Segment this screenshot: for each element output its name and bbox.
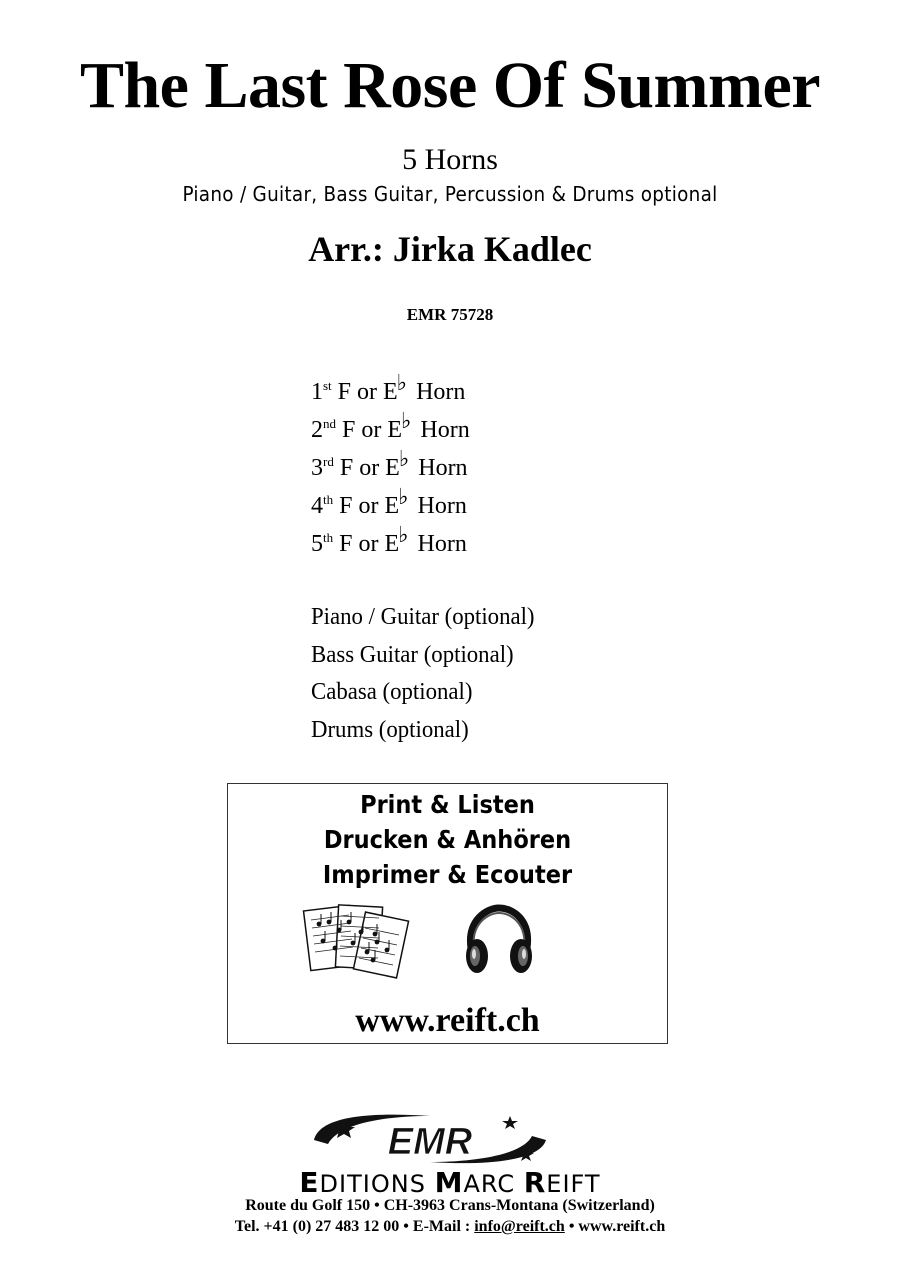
part-key: F or E [339,531,400,557]
horn-part [311,373,470,411]
part-number: 3 [311,455,323,481]
page-title: The Last Rose Of Summer [79,49,821,122]
part-key: F or E [337,379,398,405]
optional-part: Bass Guitar (optional) [311,641,514,668]
catalog-number: EMR 75728 [406,305,494,324]
contact-website: • www.reift.ch [564,1218,666,1235]
publisher-name-word: DITIONS [319,1170,435,1198]
emr-logo-text: EMR [387,1121,473,1163]
flat-sign: ♭ [398,485,409,510]
part-number: 4 [311,493,323,519]
flat-sign: ♭ [401,409,412,434]
promo-website[interactable]: www.reift.ch [355,1002,540,1039]
publisher-name-initial: E [299,1166,320,1199]
optional-part: Piano / Guitar (optional) [311,604,535,630]
flat-sign: ♭ [398,523,409,548]
part-ordinal: nd [323,416,336,431]
part-ordinal: st [323,378,332,393]
part-instrument: Horn [417,531,467,557]
part-number: 5 [311,531,323,557]
part-key: F or E [339,493,400,519]
email-link[interactable]: info@reift.ch [474,1218,565,1235]
contact-phone: Tel. +41 (0) 27 483 12 00 • E-Mail : [234,1218,475,1235]
part-ordinal: rd [323,454,334,469]
promo-line-french: Imprimer & Ecouter [322,860,573,889]
publisher-address: Route du Golf 150 • CH-3963 Crans-Montana (Switzerland) [245,1197,655,1214]
optional-part: Cabasa (optional) [311,679,473,705]
part-instrument: Horn [417,493,467,519]
part-instrument: Horn [416,379,466,405]
part-ordinal: th [323,530,334,545]
horn-parts-list [311,373,470,563]
part-instrument: Horn [418,455,468,481]
part-number: 2 [311,417,323,443]
promo-line-german: Drucken & Anhören [323,825,572,854]
horn-part [311,487,470,525]
horn-part [311,449,470,487]
instrumentation-line: Piano / Guitar, Bass Guitar, Percussion & Drums optional [182,182,718,206]
flat-sign: ♭ [396,371,408,396]
emr-logo [310,1110,550,1168]
publisher-name-initial: R [523,1166,547,1199]
horn-part [311,411,470,449]
part-instrument: Horn [420,417,470,443]
arranger: Arr.: Jirka Kadlec [308,229,592,269]
publisher-name-word: EIFT [546,1170,601,1198]
optional-parts-list [311,599,546,749]
publisher-name [0,1166,900,1199]
subtitle: 5 Horns [402,143,498,176]
headphones-icon [463,904,535,980]
part-number: 1 [311,379,323,405]
part-key: F or E [342,417,402,443]
horn-part [311,525,470,563]
sheet-music-icon [301,902,413,980]
part-ordinal: th [323,492,334,507]
optional-part: Drums (optional) [311,716,469,743]
part-key: F or E [339,455,400,481]
print-and-listen-box [227,783,668,1044]
publisher-name-word: ARC [463,1170,524,1198]
publisher-name-initial: M [434,1166,464,1199]
flat-sign: ♭ [398,447,410,472]
promo-line-english: Print & Listen [360,790,535,819]
publisher-contact [0,1218,900,1236]
